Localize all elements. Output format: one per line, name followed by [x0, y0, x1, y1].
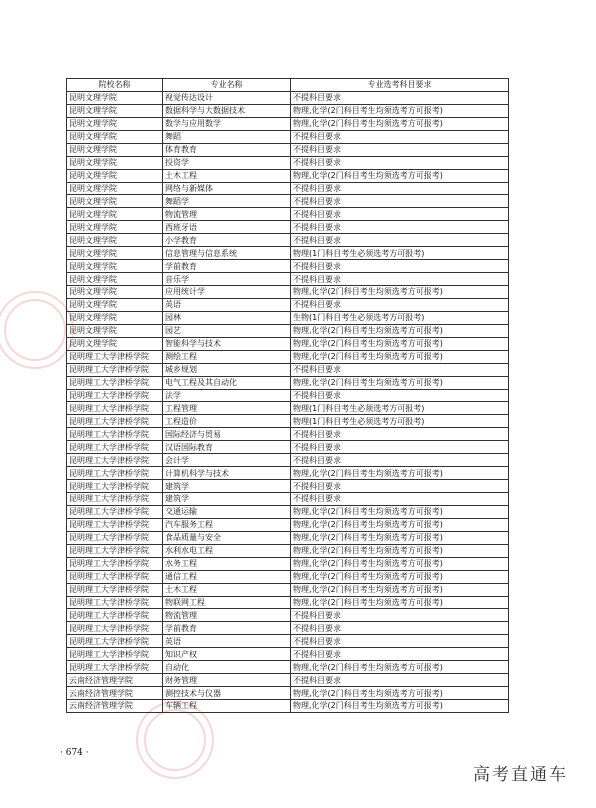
table-row	[67, 156, 509, 169]
table-row	[67, 467, 509, 480]
major-cell: 汉语国际教育	[163, 441, 291, 454]
header-requirement: 专业选考科目要求	[291, 79, 509, 92]
requirement-cell: 不提科目要求	[291, 273, 509, 286]
major-cell: 音乐学	[163, 273, 291, 286]
table-row	[67, 518, 509, 531]
requirement-cell: 不提科目要求	[291, 143, 509, 156]
school-cell: 昆明文理学院	[67, 104, 163, 117]
header-school: 院校名称	[67, 79, 163, 92]
major-cell: 物流管理	[163, 208, 291, 221]
table-row	[67, 441, 509, 454]
requirement-cell: 不提科目要求	[291, 260, 509, 273]
major-cell: 小学教育	[163, 234, 291, 247]
school-cell: 昆明理工大学津桥学院	[67, 544, 163, 557]
requirement-cell: 不提科目要求	[291, 130, 509, 143]
table-row	[67, 91, 509, 104]
school-cell: 昆明文理学院	[67, 234, 163, 247]
major-cell: 数据科学与大数据技术	[163, 104, 291, 117]
table-row	[67, 363, 509, 376]
table-row	[67, 195, 509, 208]
school-cell: 昆明文理学院	[67, 337, 163, 350]
major-cell: 舞蹈	[163, 130, 291, 143]
major-cell: 通信工程	[163, 570, 291, 583]
table-row	[67, 376, 509, 389]
requirement-cell: 物理(1门科目考生必须选考方可报考)	[291, 247, 509, 260]
header-major: 专业名称	[163, 79, 291, 92]
table-row	[67, 570, 509, 583]
school-cell: 昆明理工大学津桥学院	[67, 363, 163, 376]
school-cell: 昆明文理学院	[67, 311, 163, 324]
major-cell: 土木工程	[163, 169, 291, 182]
school-cell: 昆明文理学院	[67, 208, 163, 221]
requirement-cell: 物理,化学(2门科目考生均须选考方可报考)	[291, 337, 509, 350]
major-cell: 学前教育	[163, 622, 291, 635]
table-row	[67, 648, 509, 661]
requirement-cell: 不提科目要求	[291, 609, 509, 622]
requirement-cell: 物理,化学(2门科目考生均须选考方可报考)	[291, 700, 509, 713]
requirement-cell: 物理(1门科目考生必须选考方可报考)	[291, 415, 509, 428]
table-row	[67, 596, 509, 609]
table-body	[67, 91, 509, 712]
requirement-cell: 物理,化学(2门科目考生均须选考方可报考)	[291, 544, 509, 557]
school-cell: 昆明理工大学津桥学院	[67, 441, 163, 454]
requirement-cell: 物理,化学(2门科目考生均须选考方可报考)	[291, 687, 509, 700]
school-cell: 昆明理工大学津桥学院	[67, 376, 163, 389]
school-cell: 昆明文理学院	[67, 91, 163, 104]
major-cell: 汽车服务工程	[163, 518, 291, 531]
school-cell: 昆明文理学院	[67, 247, 163, 260]
major-cell: 物流管理	[163, 609, 291, 622]
table-row	[67, 182, 509, 195]
major-cell: 信息管理与信息系统	[163, 247, 291, 260]
table-row	[67, 104, 509, 117]
requirement-cell: 不提科目要求	[291, 195, 509, 208]
school-cell: 昆明理工大学津桥学院	[67, 402, 163, 415]
school-cell: 昆明文理学院	[67, 130, 163, 143]
school-cell: 昆明理工大学津桥学院	[67, 583, 163, 596]
requirement-cell: 不提科目要求	[291, 91, 509, 104]
major-cell: 电气工程及其自动化	[163, 376, 291, 389]
table-row	[67, 221, 509, 234]
major-cell: 视觉传达设计	[163, 91, 291, 104]
table-row	[67, 583, 509, 596]
table-row	[67, 143, 509, 156]
requirement-cell: 不提科目要求	[291, 674, 509, 687]
table-row	[67, 130, 509, 143]
major-cell: 知识产权	[163, 648, 291, 661]
school-cell: 昆明理工大学津桥学院	[67, 415, 163, 428]
school-cell: 昆明文理学院	[67, 143, 163, 156]
page-number: · 674 ·	[60, 748, 89, 758]
requirement-cell: 不提科目要求	[291, 208, 509, 221]
major-cell: 英语	[163, 635, 291, 648]
table-row	[67, 557, 509, 570]
major-cell: 土木工程	[163, 583, 291, 596]
requirement-cell: 不提科目要求	[291, 156, 509, 169]
major-cell: 网络与新媒体	[163, 182, 291, 195]
school-cell: 云南经济管理学院	[67, 687, 163, 700]
school-cell: 昆明文理学院	[67, 156, 163, 169]
table-row	[67, 402, 509, 415]
school-cell: 昆明文理学院	[67, 182, 163, 195]
major-cell: 会计学	[163, 454, 291, 467]
table-row	[67, 169, 509, 182]
school-cell: 昆明文理学院	[67, 298, 163, 311]
school-cell: 昆明理工大学津桥学院	[67, 570, 163, 583]
major-cell: 国际经济与贸易	[163, 428, 291, 441]
requirement-cell: 不提科目要求	[291, 182, 509, 195]
major-cell: 法学	[163, 389, 291, 402]
subject-requirements-table-container	[66, 78, 508, 713]
table-row	[67, 635, 509, 648]
table-row	[67, 480, 509, 493]
table-row	[67, 505, 509, 518]
table-row	[67, 622, 509, 635]
school-cell: 昆明理工大学津桥学院	[67, 622, 163, 635]
major-cell: 智能科学与技术	[163, 337, 291, 350]
requirement-cell: 不提科目要求	[291, 493, 509, 506]
major-cell: 学前教育	[163, 260, 291, 273]
requirement-cell: 不提科目要求	[291, 363, 509, 376]
requirement-cell: 物理,化学(2门科目考生均须选考方可报考)	[291, 661, 509, 674]
school-cell: 昆明理工大学津桥学院	[67, 389, 163, 402]
requirement-cell: 物理,化学(2门科目考生均须选考方可报考)	[291, 324, 509, 337]
major-cell: 自动化	[163, 661, 291, 674]
table-header-row	[67, 79, 509, 92]
requirement-cell: 物理,化学(2门科目考生均须选考方可报考)	[291, 104, 509, 117]
school-cell: 昆明理工大学津桥学院	[67, 609, 163, 622]
requirement-cell: 不提科目要求	[291, 648, 509, 661]
school-cell: 昆明理工大学津桥学院	[67, 350, 163, 363]
major-cell: 园艺	[163, 324, 291, 337]
table-row	[67, 661, 509, 674]
major-cell: 食品质量与安全	[163, 531, 291, 544]
table-row	[67, 454, 509, 467]
major-cell: 应用统计学	[163, 286, 291, 299]
table-row	[67, 674, 509, 687]
school-cell: 昆明文理学院	[67, 117, 163, 130]
major-cell: 工程管理	[163, 402, 291, 415]
school-cell: 昆明文理学院	[67, 169, 163, 182]
school-cell: 昆明理工大学津桥学院	[67, 454, 163, 467]
major-cell: 投资学	[163, 156, 291, 169]
table-row	[67, 687, 509, 700]
school-cell: 昆明文理学院	[67, 195, 163, 208]
major-cell: 车辆工程	[163, 700, 291, 713]
table-row	[67, 700, 509, 713]
school-cell: 昆明理工大学津桥学院	[67, 661, 163, 674]
requirement-cell: 物理,化学(2门科目考生均须选考方可报考)	[291, 596, 509, 609]
table-row	[67, 337, 509, 350]
major-cell: 数学与应用数学	[163, 117, 291, 130]
table-row	[67, 415, 509, 428]
table-row	[67, 117, 509, 130]
table-row	[67, 234, 509, 247]
major-cell: 计算机科学与技术	[163, 467, 291, 480]
requirement-cell: 物理,化学(2门科目考生均须选考方可报考)	[291, 467, 509, 480]
major-cell: 测控技术与仪器	[163, 687, 291, 700]
requirement-cell: 物理,化学(2门科目考生均须选考方可报考)	[291, 531, 509, 544]
requirement-cell: 物理,化学(2门科目考生均须选考方可报考)	[291, 570, 509, 583]
school-cell: 云南经济管理学院	[67, 674, 163, 687]
major-cell: 测绘工程	[163, 350, 291, 363]
table-row	[67, 298, 509, 311]
school-cell: 昆明文理学院	[67, 324, 163, 337]
brand-logo: 高考直通车	[473, 765, 568, 785]
major-cell: 体育教育	[163, 143, 291, 156]
table-row	[67, 311, 509, 324]
requirement-cell: 不提科目要求	[291, 454, 509, 467]
requirement-cell: 不提科目要求	[291, 441, 509, 454]
table-row	[67, 609, 509, 622]
school-cell: 昆明理工大学津桥学院	[67, 557, 163, 570]
major-cell: 交通运输	[163, 505, 291, 518]
school-cell: 昆明理工大学津桥学院	[67, 505, 163, 518]
requirement-cell: 不提科目要求	[291, 389, 509, 402]
requirement-cell: 不提科目要求	[291, 221, 509, 234]
requirement-cell: 物理,化学(2门科目考生均须选考方可报考)	[291, 505, 509, 518]
table-row	[67, 260, 509, 273]
requirement-cell: 不提科目要求	[291, 234, 509, 247]
table-row	[67, 350, 509, 363]
school-cell: 昆明文理学院	[67, 273, 163, 286]
school-cell: 昆明文理学院	[67, 221, 163, 234]
requirement-cell: 不提科目要求	[291, 428, 509, 441]
table-row	[67, 273, 509, 286]
table-row	[67, 493, 509, 506]
subject-requirements-table	[66, 78, 509, 713]
major-cell: 英语	[163, 298, 291, 311]
school-cell: 昆明理工大学津桥学院	[67, 518, 163, 531]
school-cell: 昆明理工大学津桥学院	[67, 480, 163, 493]
major-cell: 西班牙语	[163, 221, 291, 234]
major-cell: 舞蹈学	[163, 195, 291, 208]
requirement-cell: 不提科目要求	[291, 635, 509, 648]
major-cell: 水利水电工程	[163, 544, 291, 557]
school-cell: 昆明理工大学津桥学院	[67, 635, 163, 648]
table-row	[67, 428, 509, 441]
school-cell: 昆明理工大学津桥学院	[67, 428, 163, 441]
major-cell: 物联网工程	[163, 596, 291, 609]
requirement-cell: 物理,化学(2门科目考生均须选考方可报考)	[291, 286, 509, 299]
school-cell: 昆明文理学院	[67, 260, 163, 273]
requirement-cell: 物理(1门科目考生必须选考方可报考)	[291, 402, 509, 415]
requirement-cell: 生物(1门科目考生必须选考方可报考)	[291, 311, 509, 324]
school-cell: 昆明文理学院	[67, 286, 163, 299]
table-row	[67, 389, 509, 402]
school-cell: 昆明理工大学津桥学院	[67, 531, 163, 544]
table-row	[67, 208, 509, 221]
requirement-cell: 物理,化学(2门科目考生均须选考方可报考)	[291, 169, 509, 182]
table-row	[67, 324, 509, 337]
table-row	[67, 544, 509, 557]
school-cell: 云南经济管理学院	[67, 700, 163, 713]
table-row	[67, 531, 509, 544]
requirement-cell: 不提科目要求	[291, 480, 509, 493]
school-cell: 昆明理工大学津桥学院	[67, 648, 163, 661]
requirement-cell: 物理,化学(2门科目考生均须选考方可报考)	[291, 350, 509, 363]
school-cell: 昆明理工大学津桥学院	[67, 493, 163, 506]
major-cell: 水务工程	[163, 557, 291, 570]
table-row	[67, 286, 509, 299]
table-row	[67, 247, 509, 260]
requirement-cell: 物理,化学(2门科目考生均须选考方可报考)	[291, 117, 509, 130]
requirement-cell: 物理,化学(2门科目考生均须选考方可报考)	[291, 557, 509, 570]
major-cell: 建筑学	[163, 493, 291, 506]
requirement-cell: 物理,化学(2门科目考生均须选考方可报考)	[291, 583, 509, 596]
requirement-cell: 不提科目要求	[291, 298, 509, 311]
school-cell: 昆明理工大学津桥学院	[67, 596, 163, 609]
school-cell: 昆明理工大学津桥学院	[67, 467, 163, 480]
requirement-cell: 不提科目要求	[291, 622, 509, 635]
major-cell: 园林	[163, 311, 291, 324]
major-cell: 城乡规划	[163, 363, 291, 376]
major-cell: 财务管理	[163, 674, 291, 687]
requirement-cell: 物理,化学(2门科目考生均须选考方可报考)	[291, 518, 509, 531]
major-cell: 建筑学	[163, 480, 291, 493]
requirement-cell: 物理,化学(2门科目考生均须选考方可报考)	[291, 376, 509, 389]
major-cell: 工程造价	[163, 415, 291, 428]
